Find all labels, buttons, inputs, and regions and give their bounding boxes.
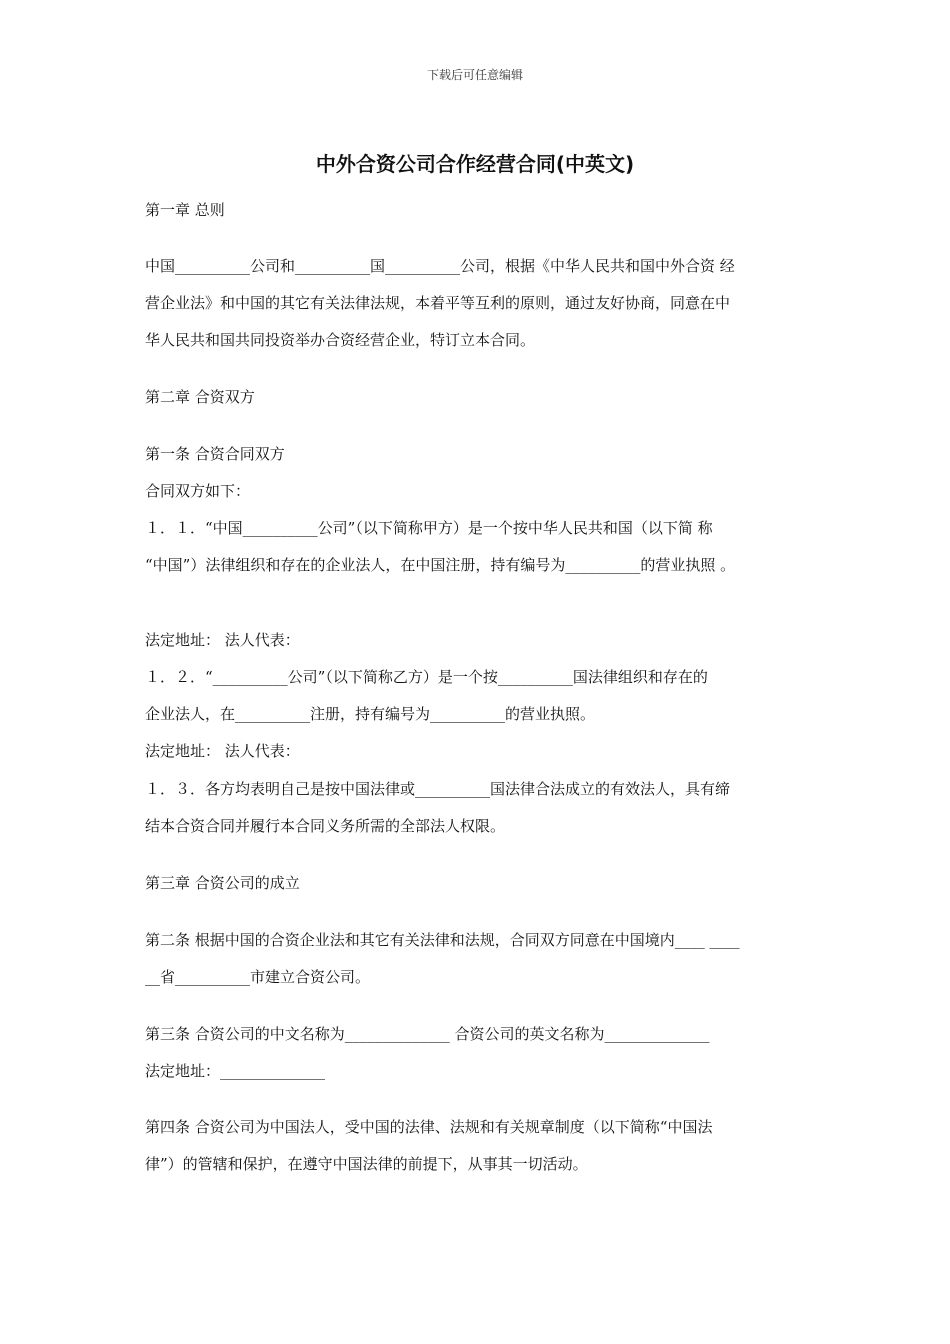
header-note: 下载后可任意编辑 [426,68,523,82]
article-1-intro: 合同双方如下： [145,482,251,500]
chapter-1-heading: 第一章 总则 [145,201,225,219]
article-4-line-1: 第四条 合资公司为中国法人，受中国的法律、法规和有关规章制度（以下简称“中国法 [145,1118,713,1136]
article-1-heading: 第一条 合资合同双方 [145,445,285,463]
clause-1-1-line-2: “中国”）法律组织和存在的企业法人，在中国注册，持有编号为__________的营业执照 。 [145,556,736,574]
article-3-line-1: 第三条 合资公司的中文名称为______________ 合资公司的英文名称为______________ [145,1025,710,1043]
clause-1-3-line-1: １．３．各方均表明自己是按中国法律或__________国法律合法成立的有效法人，具有缔 [145,780,731,798]
chapter-3-heading: 第三章 合资公司的成立 [145,874,300,892]
article-2-line-2: __省__________市建立合资公司。 [145,968,371,986]
party-b-address-line: 法定地址： 法人代表： [145,742,300,760]
preamble-line-3: 华人民共和国共同投资举办合资经营企业，特订立本合同。 [145,331,536,349]
clause-1-2-line-1: １．２．“__________公司”（以下简称乙方）是一个按__________国法律组织和存在的 [145,668,708,686]
article-3-line-2: 法定地址：______________ [145,1062,326,1080]
article-2-line-1: 第二条 根据中国的合资企业法和其它有关法律和法规，合同双方同意在中国境内____ ____ [145,931,740,949]
chapter-2-heading: 第二章 合资双方 [145,388,255,406]
document-title: 中外合资公司合作经营合同(中英文) [315,152,635,176]
clause-1-3-line-2: 结本合资合同并履行本合同义务所需的全部法人权限。 [145,817,506,835]
preamble-line-1: 中国__________公司和__________国__________公司，根据《中华人民共和国中外合资 经 [145,257,735,275]
article-4-line-2: 律”）的管辖和保护，在遵守中国法律的前提下，从事其一切活动。 [145,1155,588,1173]
preamble-line-2: 营企业法》和中国的其它有关法律法规，本着平等互利的原则，通过友好协商，同意在中 [145,294,731,312]
clause-1-2-line-2: 企业法人，在__________注册，持有编号为__________的营业执照。 [145,705,596,723]
party-a-address-line: 法定地址： 法人代表： [145,631,300,649]
clause-1-1-line-1: １．１．“中国__________公司”（以下简称甲方）是一个按中华人民共和国（以下简 称 [145,519,713,537]
